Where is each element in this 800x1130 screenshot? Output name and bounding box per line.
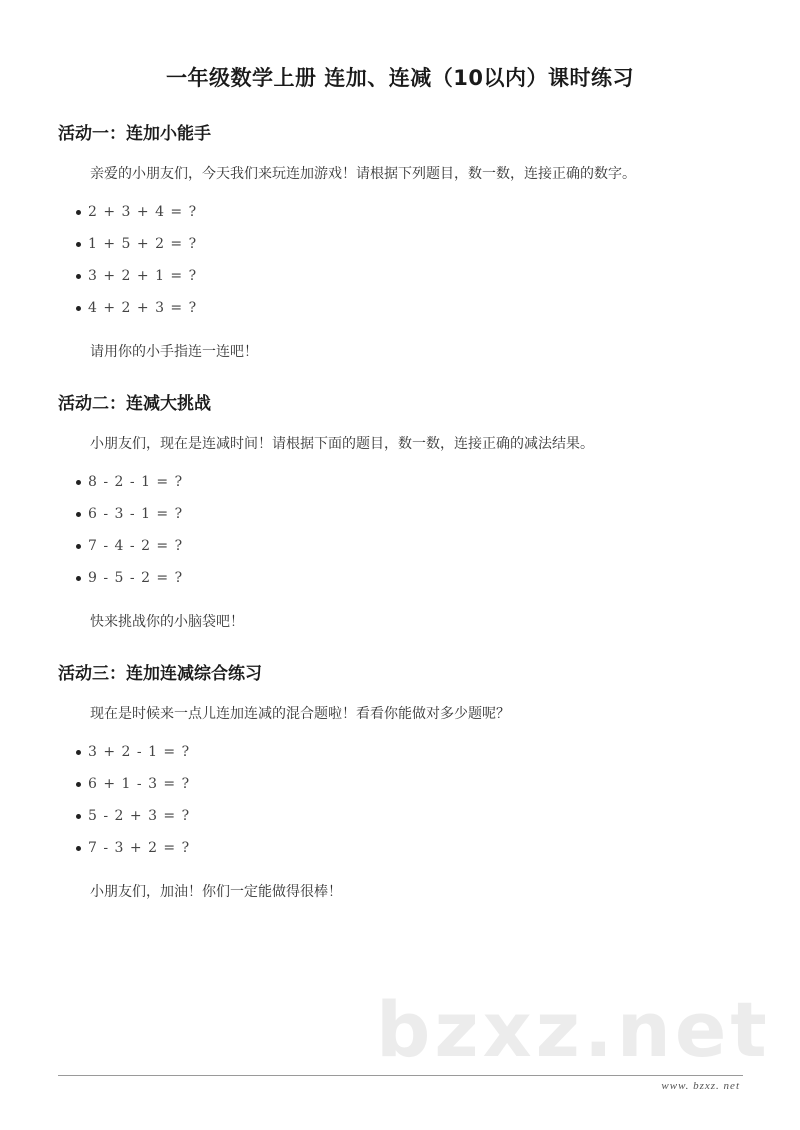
activity-intro: 现在是时候来一点儿连加连减的混合题啦！看看你能做对多少题呢？ xyxy=(90,706,510,722)
activity-intro: 亲爱的小朋友们，今天我们来玩连加游戏！请根据下列题目，数一数，连接正确的数字。 xyxy=(90,166,636,182)
problem-item: 6 + 1 - 3 = ? xyxy=(58,768,760,800)
problem-list xyxy=(58,466,760,594)
problem-item: 4 + 2 + 3 = ? xyxy=(58,292,760,324)
activity-1 xyxy=(58,122,760,362)
activity-heading: 活动一：连加小能手 xyxy=(58,124,211,144)
activity-closing: 请用你的小手指连一连吧！ xyxy=(90,344,258,360)
problem-item: 8 - 2 - 1 = ? xyxy=(58,466,760,498)
problem-list xyxy=(58,196,760,324)
problem-list xyxy=(58,736,760,864)
activity-3 xyxy=(58,662,760,902)
activity-2 xyxy=(58,392,760,632)
problem-item: 1 + 5 + 2 = ? xyxy=(58,228,760,260)
activity-heading: 活动二：连减大挑战 xyxy=(58,394,211,414)
problem-item: 3 + 2 + 1 = ? xyxy=(58,260,760,292)
problem-item: 2 + 3 + 4 = ? xyxy=(58,196,760,228)
activity-heading: 活动三：连加连减综合练习 xyxy=(58,664,262,684)
problem-item: 3 + 2 - 1 = ? xyxy=(58,736,760,768)
activity-closing: 快来挑战你的小脑袋吧！ xyxy=(90,614,244,630)
problem-item: 7 - 3 + 2 = ? xyxy=(58,832,760,864)
problem-item: 5 - 2 + 3 = ? xyxy=(58,800,760,832)
footer-url: www. bzxz. net xyxy=(661,1080,740,1092)
document-title: 一年级数学上册 连加、连减（10以内）课时练习 xyxy=(165,66,635,90)
problem-item: 6 - 3 - 1 = ? xyxy=(58,498,760,530)
activity-closing: 小朋友们，加油！你们一定能做得很棒！ xyxy=(90,884,342,900)
watermark: bzxz.net xyxy=(376,985,771,1074)
footer-divider xyxy=(58,1075,743,1076)
activity-intro: 小朋友们，现在是连减时间！请根据下面的题目，数一数，连接正确的减法结果。 xyxy=(90,436,594,452)
problem-item: 9 - 5 - 2 = ? xyxy=(58,562,760,594)
problem-item: 7 - 4 - 2 = ? xyxy=(58,530,760,562)
